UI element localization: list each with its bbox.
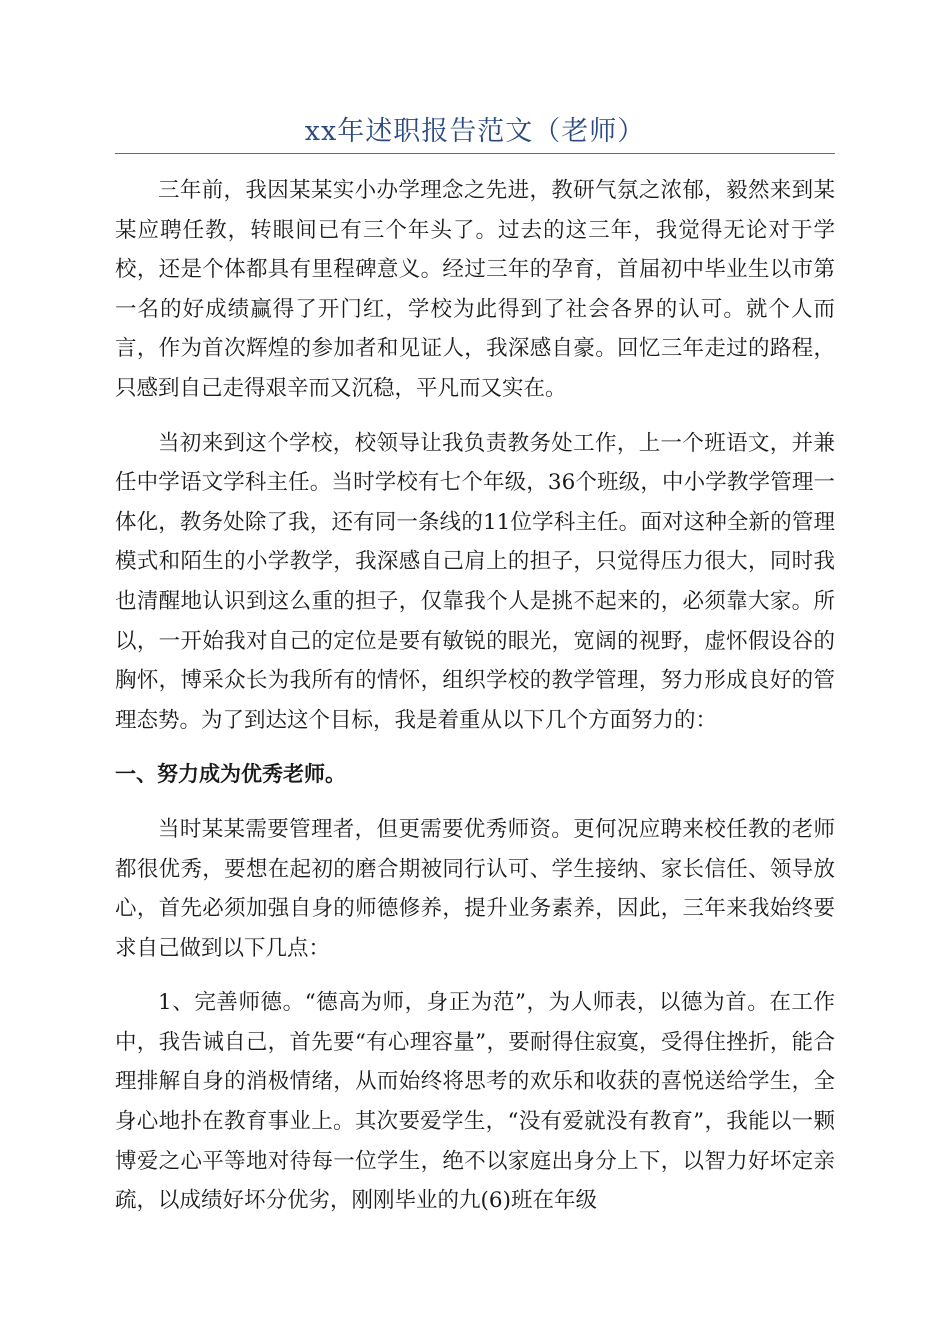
document-body <box>115 171 835 1221</box>
document-title: xx年述职报告范文（老师） <box>304 116 646 147</box>
paragraph-section-intro: 当时某某需要管理者，但更需要优秀师资。更何况应聘来校任教的老师都很优秀，要想在起初的磨合期被同行认可、学生接纳、家长信任、领导放心，首先必须加强自身的师德修养，提升业务素养，因此，三年来我始终要求自己做到以下几点： <box>115 816 835 961</box>
title-underline <box>115 153 835 154</box>
section-heading: 一、努力成为优秀老师。 <box>115 762 346 787</box>
paragraph-ethics: 1、完善师德。“德高为师，身正为范”，为人师表，以德为首。在工作中，我告诫自己，首先要“有心理容量”，要耐得住寂寞，受得住挫折，能合理排解自身的消极情绪，从而始终将思考的欢乐和收获的喜悦送给学生，全身心地扑在教育事业上。其次要爱学生，“没有爱就没有教育”，我能以一颗博爱之心平等地对待每一位学生，绝不以家庭出身分上下，以智力好坏定亲疏，以成绩好坏分优劣，刚刚毕业的九(6)班在年级 <box>115 990 835 1214</box>
paragraph-role: 当初来到这个学校，校领导让我负责教务处工作，上一个班语文，并兼任中学语文学科主任。当时学校有七个年级，36个班级，中小学教学管理一体化，教务处除了我，还有同一条线的11位学科主任。面对这种全新的管理模式和陌生的小学教学，我深感自己肩上的担子，只觉得压力很大，同时我也清醒地认识到这么重的担子，仅靠我个人是挑不起来的，必须靠大家。所以，一开始我对自己的定位是要有敏锐的眼光，宽阔的视野，虚怀假设谷的胸怀，博采众长为我所有的情怀，组织学校的教学管理，努力形成良好的管理态势。为了到达这个目标，我是着重从以下几个方面努力的： <box>115 430 835 733</box>
paragraph-intro: 三年前，我因某某实小办学理念之先进，教研气氛之浓郁，毅然来到某某应聘任教，转眼间已有三个年头了。过去的这三年，我觉得无论对于学校，还是个体都具有里程碑意义。经过三年的孕育，首届初中毕业生以市第一名的好成绩赢得了开门红，学校为此得到了社会各界的认可。就个人而言，作为首次辉煌的参加者和见证人，我深感自豪。回忆三年走过的路程，只感到自己走得艰辛而又沉稳，平凡而又实在。 <box>115 178 835 401</box>
